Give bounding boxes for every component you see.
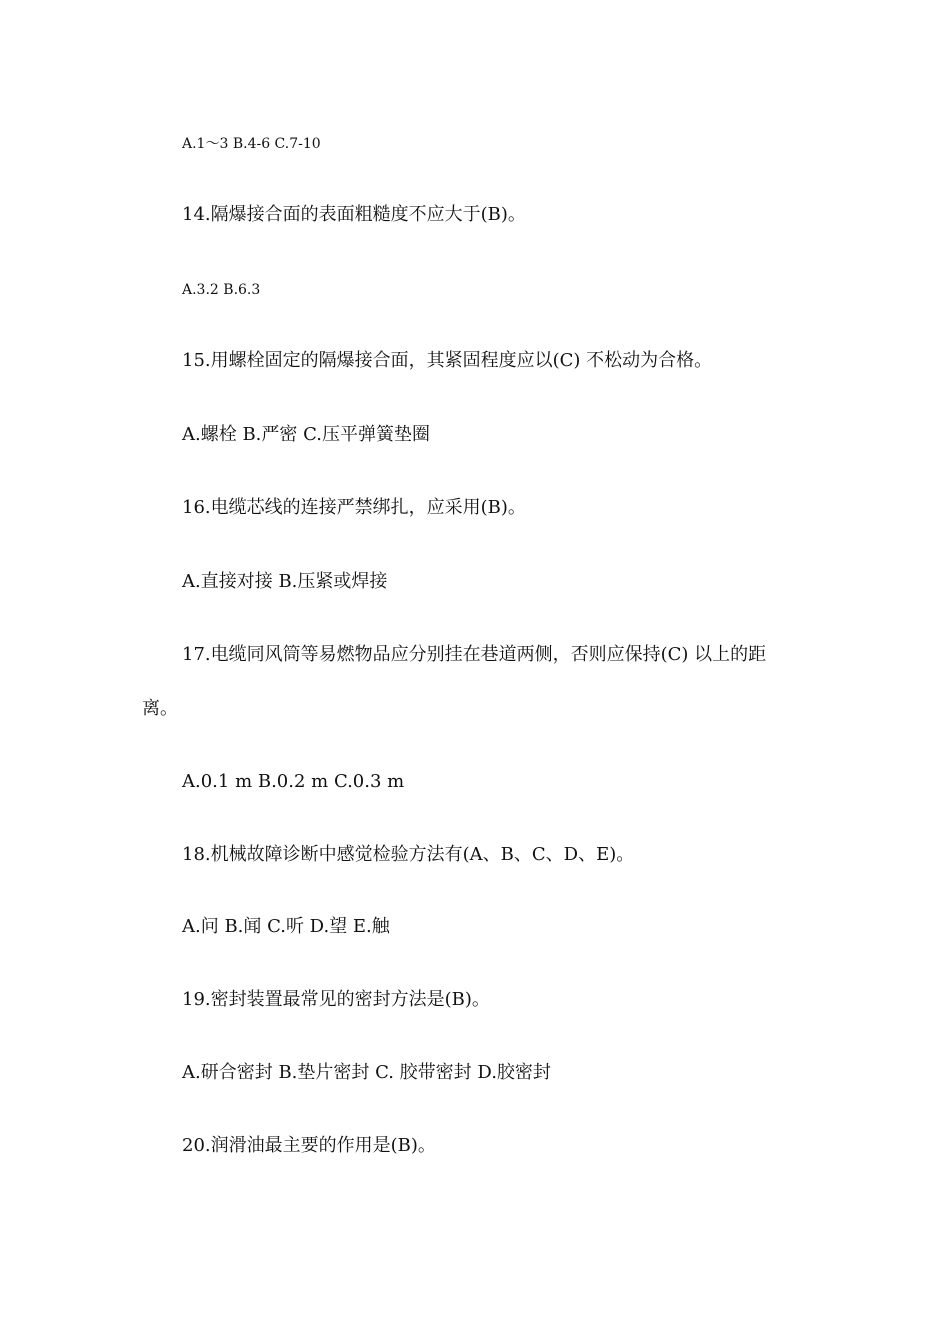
options-line-15: A.螺栓 B.严密 C.压平弹簧垫圈 [182,424,430,445]
options-line-13: A.1～3 B.4-6 C.7-10 [182,136,321,152]
question-15: 15.用螺栓固定的隔爆接合面，其紧固程度应以(C) 不松动为合格。 [182,350,713,371]
options-line-16: A.直接对接 B.压紧或焊接 [182,571,388,592]
question-20: 20.润滑油最主要的作用是(B)。 [182,1135,436,1156]
options-line-19: A.研合密封 B.垫片密封 C. 胶带密封 D.胶密封 [182,1062,551,1083]
options-line-18: A.问 B.闻 C.听 D.望 E.触 [182,916,390,937]
question-17-continuation: 离。 [142,698,178,719]
question-18: 18.机械故障诊断中感觉检验方法有(A、B、C、D、E)。 [182,844,635,865]
options-line-14: A.3.2 B.6.3 [182,282,261,298]
question-16: 16.电缆芯线的连接严禁绑扎，应采用(B)。 [182,497,526,518]
options-line-17: A.0.1 m B.0.2 m C.0.3 m [182,771,405,792]
question-19: 19.密封装置最常见的密封方法是(B)。 [182,989,490,1010]
question-14: 14.隔爆接合面的表面粗糙度不应大于(B)。 [182,204,526,225]
question-17: 17.电缆同风筒等易燃物品应分别挂在巷道两侧，否则应保持(C) 以上的距 [182,644,767,665]
